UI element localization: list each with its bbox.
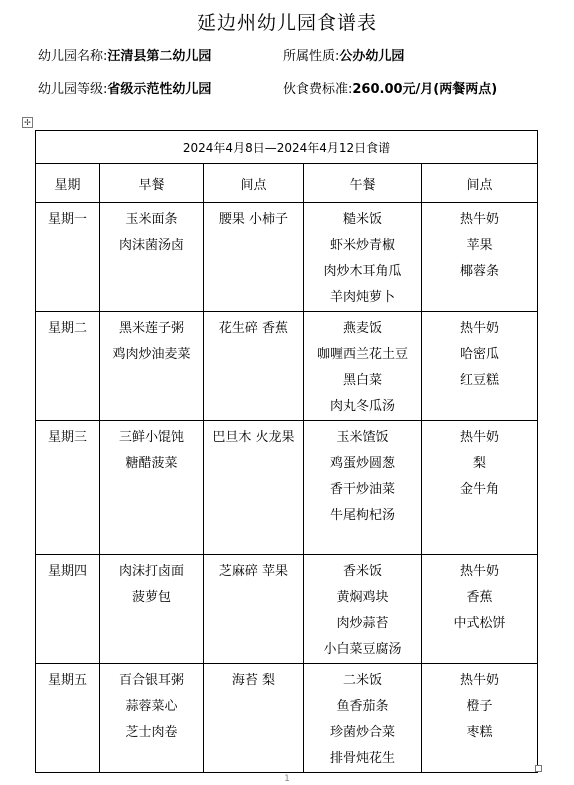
- menu-item: 肉沫菌汤卤: [118, 238, 184, 253]
- header-row: [36, 164, 538, 203]
- menu-item: 热牛奶: [460, 212, 500, 227]
- menu-item: 海苔 梨: [231, 673, 276, 688]
- lunch-cell: [304, 664, 422, 773]
- weekday-cell: [36, 312, 100, 421]
- kindergarten-level: [38, 78, 211, 97]
- meal-fee-label: 伙食费标准:: [283, 82, 353, 97]
- menu-item: 燕麦饭: [342, 321, 382, 336]
- menu-item: 热牛奶: [460, 564, 500, 579]
- header-lunch: 午餐: [304, 164, 422, 203]
- lunch-cell: [304, 555, 422, 664]
- menu-item: 肉炒木耳角瓜: [323, 264, 402, 279]
- snack1-cell: [204, 555, 304, 664]
- header-weekday: 星期: [36, 164, 100, 203]
- snack2-cell: [422, 312, 538, 421]
- lunch-cell: [304, 421, 422, 555]
- menu-item: 鸡肉炒油麦菜: [112, 347, 191, 362]
- snack2-cell: [422, 664, 538, 773]
- meal-fee-standard: [283, 78, 497, 97]
- date-range: 2024年4月8日—2024年4月12日食谱: [36, 131, 538, 164]
- ownership-type: [283, 45, 404, 64]
- breakfast-cell: [100, 203, 204, 312]
- weekday-label: 星期三: [47, 430, 87, 445]
- menu-item: 橙子: [466, 699, 493, 714]
- menu-item: 鱼香茄条: [336, 699, 389, 714]
- header-snack-morning: 间点: [204, 164, 304, 203]
- snack2-cell: [422, 555, 538, 664]
- day-row: [36, 203, 538, 312]
- breakfast-cell: [100, 555, 204, 664]
- menu-item: 芝麻碎 苹果: [218, 564, 289, 579]
- kindergarten-name-value: 汪清县第二幼儿园: [107, 49, 212, 64]
- breakfast-cell: [100, 664, 204, 773]
- day-row: [36, 312, 538, 421]
- menu-item: 香干炒油菜: [329, 482, 395, 497]
- menu-item: 百合银耳粥: [118, 673, 184, 688]
- kindergarten-level-label: 幼儿园等级:: [38, 82, 108, 97]
- kindergarten-name-label: 幼儿园名称:: [38, 49, 108, 64]
- menu-item: 咖喱西兰花土豆: [316, 347, 408, 362]
- menu-item: 黑米莲子粥: [118, 321, 184, 336]
- menu-item: 枣糕: [466, 725, 493, 740]
- header-breakfast: 早餐: [100, 164, 204, 203]
- weekday-cell: [36, 664, 100, 773]
- breakfast-cell: [100, 312, 204, 421]
- menu-table: [35, 130, 538, 773]
- menu-item: 小白菜豆腐汤: [323, 642, 402, 657]
- menu-item: 鸡蛋炒圆葱: [329, 456, 395, 471]
- lunch-cell: [304, 203, 422, 312]
- snack2-cell: [422, 203, 538, 312]
- menu-item: 肉沫打卤面: [118, 564, 184, 579]
- ownership-type-label: 所属性质:: [283, 49, 340, 64]
- snack1-cell: [204, 421, 304, 555]
- menu-item: 排骨炖花生: [329, 751, 395, 766]
- day-row: [36, 555, 538, 664]
- menu-item: 糖醋菠菜: [125, 456, 178, 471]
- menu-item: 巴旦木 火龙果: [212, 430, 295, 445]
- weekday-label: 星期二: [47, 321, 87, 336]
- ownership-type-value: 公办幼儿园: [339, 49, 405, 64]
- menu-item: 牛尾枸杞汤: [329, 508, 395, 523]
- snack1-cell: [204, 203, 304, 312]
- table-resize-handle[interactable]: [535, 765, 542, 772]
- day-row: [36, 664, 538, 773]
- menu-item: 黄焖鸡块: [336, 590, 389, 605]
- page-number: 1: [284, 774, 290, 784]
- menu-item: 中式松饼: [453, 616, 506, 631]
- menu-item: 热牛奶: [460, 430, 500, 445]
- menu-item: 花生碎 香蕉: [218, 321, 289, 336]
- header-snack-afternoon: 间点: [422, 164, 538, 203]
- menu-item: 红豆糕: [460, 373, 500, 388]
- kindergarten-name: [38, 45, 211, 64]
- menu-item: 金牛角: [460, 482, 500, 497]
- menu-item: 玉米面条: [125, 212, 178, 227]
- kindergarten-level-value: 省级示范性幼儿园: [107, 82, 212, 97]
- snack2-cell: [422, 421, 538, 555]
- weekday-cell: [36, 203, 100, 312]
- menu-item: 肉丸冬瓜汤: [329, 399, 395, 414]
- menu-item: 二米饭: [342, 673, 382, 688]
- menu-item: 苹果: [466, 238, 493, 253]
- menu-item: 肉炒蒜苔: [336, 616, 389, 631]
- menu-item: 椰蓉条: [460, 264, 500, 279]
- weekday-label: 星期一: [47, 212, 87, 227]
- menu-item: 三鲜小馄饨: [118, 430, 184, 445]
- menu-item: 香米饭: [342, 564, 382, 579]
- menu-item: 糙米饭: [342, 212, 382, 227]
- weekday-cell: [36, 421, 100, 555]
- menu-item: 菠萝包: [131, 590, 171, 605]
- menu-item: 珍菌炒合菜: [329, 725, 395, 740]
- menu-item: 蒜蓉菜心: [125, 699, 178, 714]
- page-title: 延边州幼儿园食谱表: [196, 12, 377, 34]
- menu-item: 梨: [473, 456, 487, 471]
- breakfast-cell: [100, 421, 204, 555]
- menu-item: 黑白菜: [342, 373, 382, 388]
- menu-item: 热牛奶: [460, 673, 500, 688]
- menu-item: 腰果 小柿子: [218, 212, 289, 227]
- meal-fee-value: 260.00元/月(两餐两点): [352, 82, 498, 97]
- lunch-cell: [304, 312, 422, 421]
- menu-item: 虾米炒青椒: [329, 238, 395, 253]
- snack1-cell: [204, 312, 304, 421]
- menu-item: 香蕉: [466, 590, 493, 605]
- menu-item: 羊肉炖萝卜: [329, 290, 395, 305]
- menu-item: 玉米馇饭: [336, 430, 389, 445]
- snack1-cell: [204, 664, 304, 773]
- weekday-cell: [36, 555, 100, 664]
- day-row: [36, 421, 538, 555]
- menu-item: 热牛奶: [460, 321, 500, 336]
- weekday-label: 星期五: [47, 673, 87, 688]
- move-cross-icon[interactable]: ✢: [22, 117, 33, 128]
- date-range-row: [36, 131, 538, 164]
- weekday-label: 星期四: [47, 564, 87, 579]
- menu-item: 芝士肉卷: [125, 725, 178, 740]
- menu-item: 哈密瓜: [460, 347, 500, 362]
